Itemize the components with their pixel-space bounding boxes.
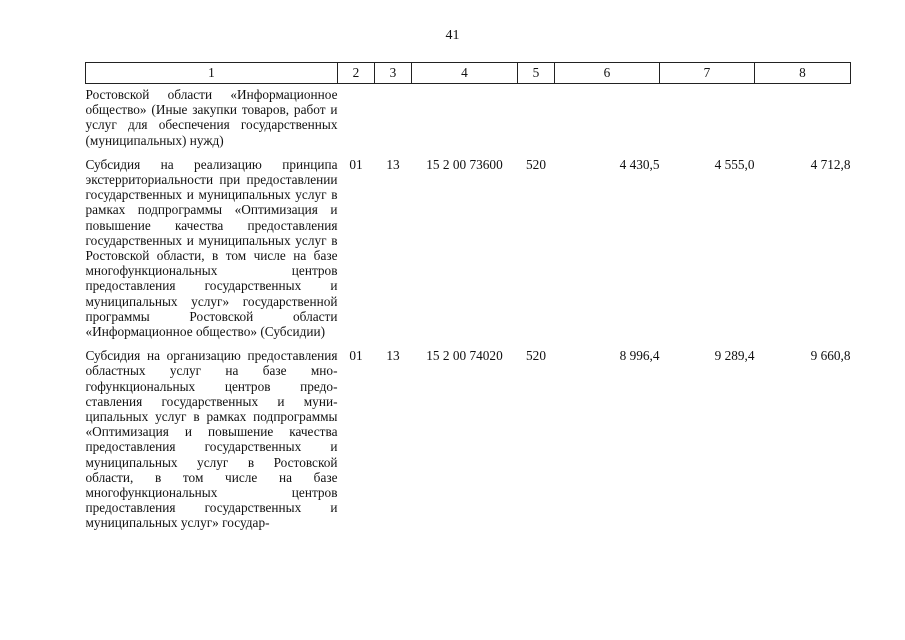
header-col-5: 5	[518, 63, 555, 84]
section-code: 01	[349, 156, 363, 172]
amount-col-8: 4 712,8	[810, 156, 851, 172]
header-col-4: 4	[412, 63, 518, 84]
header-col-2: 2	[338, 63, 375, 84]
table-row	[86, 347, 851, 538]
header-col-6: 6	[555, 63, 660, 84]
empty-cell	[755, 84, 851, 156]
empty-cell	[518, 84, 555, 156]
budget-table	[85, 62, 851, 539]
target-article-code: 15 2 00 73600	[426, 156, 503, 172]
amount-col-6: 4 430,5	[619, 156, 660, 172]
table-row	[86, 156, 851, 347]
expense-type-code: 520	[526, 348, 546, 364]
empty-cell	[375, 84, 412, 156]
empty-cell	[660, 84, 755, 156]
header-col-1: 1	[86, 63, 338, 84]
table-header	[86, 63, 851, 84]
header-col-7: 7	[660, 63, 755, 84]
subsection-code: 13	[386, 156, 400, 172]
section-code: 01	[349, 348, 363, 364]
amount-col-7: 4 555,0	[714, 156, 755, 172]
amount-col-6: 8 996,4	[619, 348, 660, 364]
table-row-continuation	[86, 84, 851, 156]
header-col-8: 8	[755, 63, 851, 84]
amount-col-7: 9 289,4	[714, 348, 755, 364]
empty-cell	[338, 84, 375, 156]
amount-col-8: 9 660,8	[810, 348, 851, 364]
continuation-description: Ростовской области «Информационное общество» (Иные закупки товаров, работ и услуг для обеспечения государственных (муниципальных) нужд)	[85, 87, 338, 148]
header-row	[86, 63, 851, 84]
header-col-3: 3	[375, 63, 412, 84]
row-description: Субсидия на реализацию принципа экстерриториальности при предоставлении государственных и муниципальных услуг в рамках подпрограммы «Оптимизация и повышение качества предоставления государственных и муниципальных услуг в Ростовской области, в том числе на базе многофункциональных центров предоставления государственных и муниципальных услуг» государственной программы Ростовской области «Информационное общество» (Субсидии)	[85, 156, 338, 340]
empty-cell	[555, 84, 660, 156]
page-number: 41	[445, 28, 460, 43]
expense-type-code: 520	[526, 156, 546, 172]
table-body	[86, 84, 851, 539]
target-article-code: 15 2 00 74020	[426, 348, 503, 364]
subsection-code: 13	[386, 348, 400, 364]
row-description: Субсидия на организацию предоставления областных услуг на базе многофункциональных центров предоставления государственных и муниципальных услуг в рамках подпрограммы «Оптимизация и повышение качества предоставления государственных и муниципальных услуг в Ростовской области, в том числе на базе многофункциональных центров предоставления государственных и муниципальных услуг» государ-	[85, 348, 338, 531]
empty-cell	[412, 84, 518, 156]
